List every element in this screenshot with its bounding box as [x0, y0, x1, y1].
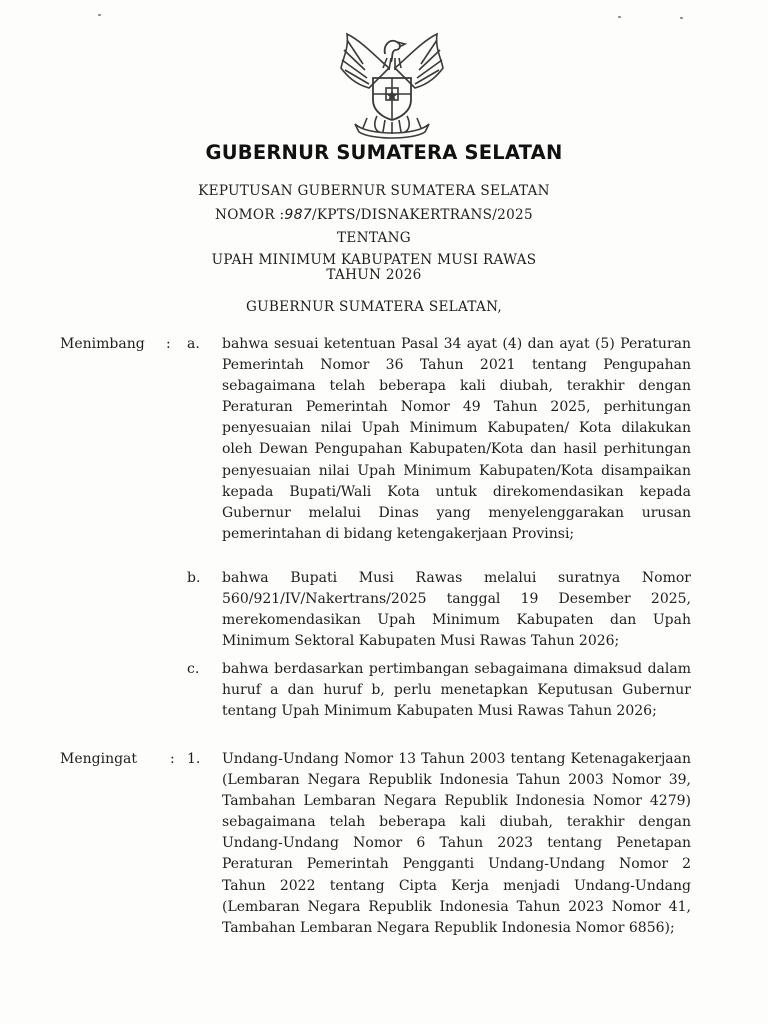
decree-number-prefix: NOMOR :: [215, 207, 285, 223]
mengingat-label: Mengingat: [60, 751, 138, 767]
decree-number-handwritten: 987: [284, 207, 313, 223]
subject-line-1: UPAH MINIMUM KABUPATEN MUSI RAWAS: [211, 252, 537, 268]
menimbang-item-text: bahwa sesuai ketentuan Pasal 34 ayat (4) dan ayat (5) Peraturan Pemerintah Nomor 36 Tahun 2021 tentang Pengupahan sebagaimana telah beberapa kali diubah, terakhir dengan Peraturan Pemerintah Nomor 49 Tahun 2025, perhitungan penyesuaian nilai Upah Minimum Kabupaten/ Kota dilakukan oleh Dewan Pengupahan Kabupaten/Kota dan hasil perhitungan penyesuaian nilai Upah Minimum Kabupaten/Kota disampaikan kepada Bupati/Wali Kota untuk direkomendasikan kepada Gubernur melalui Dinas yang menyelenggarakan urusan pemerintahan di bidang ketengakerjaan Provinsi;: [222, 336, 691, 542]
menimbang-item-text: bahwa Bupati Musi Rawas melalui suratnya Nomor 560/921/IV/Nakertrans/2025 tanggal 19 Desember 2025, merekomendasikan Upah Minimum Kabupaten dan Upah Minimum Sektoral Kabupaten Musi Rawas Tahun 2026;: [222, 570, 691, 650]
institution-heading: GUBERNUR SUMATERA SELATAN: [205, 141, 563, 164]
issuer-line: GUBERNUR SUMATERA SELATAN,: [245, 299, 503, 315]
decree-number-suffix: /KPTS/DISNAKERTRANS/2025: [312, 207, 533, 223]
decree-title: KEPUTUSAN GUBERNUR SUMATERA SELATAN: [198, 183, 550, 199]
subject-line-2: TAHUN 2026: [326, 267, 422, 283]
menimbang-label: Menimbang: [60, 336, 145, 352]
mengingat-item-text: Undang-Undang Nomor 13 Tahun 2003 tentang Ketenagakerjaan (Lembaran Negara Republik Indonesia Tahun 2003 Nomor 39, Tambahan Lembaran Negara Republik Indonesia Nomor 4279) sebagaimana telah beberapa kali diubah, terakhir dengan Undang-Undang Nomor 6 Tahun 2023 tentang Penetapan Peraturan Pemerintah Pengganti Undang-Undang Nomor 2 Tahun 2022 tentang Cipta Kerja menjadi Undang-Undang (Lembaran Negara Republik Indonesia Tahun 2023 Nomor 41, Tambahan Lembaran Negara Republik Indonesia Nomor 6856);: [222, 751, 691, 936]
decree-number: [0, 207, 748, 224]
menimbang-colon: :: [166, 336, 171, 352]
mengingat-colon: :: [170, 751, 175, 767]
menimbang-item-marker: b.: [187, 570, 201, 586]
mengingat-item-marker: 1.: [187, 751, 201, 767]
garuda-crest-logo: [333, 28, 451, 140]
scan-speck: [618, 16, 621, 18]
menimbang-item-marker: c.: [187, 661, 200, 677]
about-label: TENTANG: [337, 230, 411, 246]
scan-speck: [98, 14, 101, 16]
menimbang-item-text: bahwa berdasarkan pertimbangan sebagaimana dimaksud dalam huruf a dan huruf b, perlu menetapkan Keputusan Gubernur tentang Upah Minimum Kabupaten Musi Rawas Tahun 2026;: [222, 661, 691, 720]
menimbang-item-marker: a.: [187, 336, 200, 352]
scan-speck: [680, 17, 683, 19]
